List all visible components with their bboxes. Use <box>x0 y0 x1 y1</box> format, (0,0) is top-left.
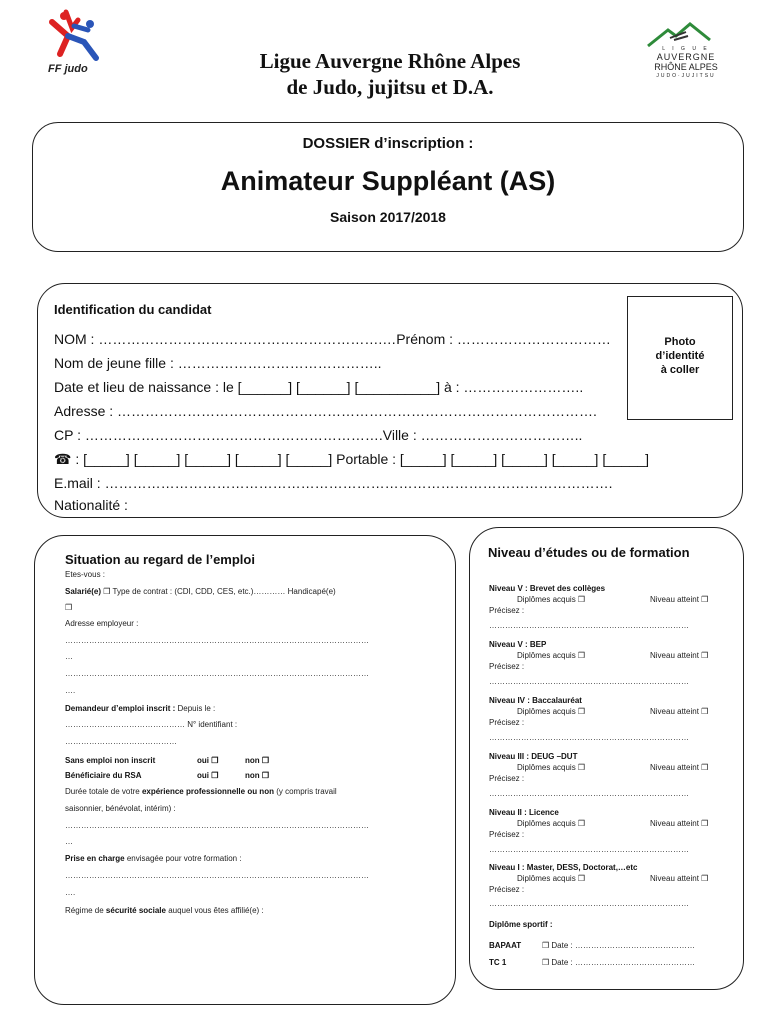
title-line-2: de Judo, jujitsu et D.A. <box>286 75 494 99</box>
niveau-atteint-checkbox[interactable]: Niveau atteint ❒ <box>650 763 709 772</box>
rsa-non-checkbox[interactable]: non ❒ <box>245 771 270 780</box>
employer-address-line-4[interactable]: …. <box>65 686 76 695</box>
employment-heading: Situation au regard de l’emploi <box>65 552 255 567</box>
ara-logo-line-1: L I G U E <box>662 46 710 52</box>
diplomes-acquis-checkbox[interactable]: Diplômes acquis ❒ <box>517 819 586 828</box>
rsa-label: Bénéficiaire du RSA <box>65 771 142 780</box>
identification-section <box>37 283 743 518</box>
duree-answer-line[interactable]: …………………………………………………………………………………………………… <box>65 821 369 830</box>
bapaat-label: BAPAAT <box>489 941 522 950</box>
level-title: Niveau V : Brevet des collèges <box>489 584 606 593</box>
telephone-field[interactable]: ☎ : [_____] [_____] [_____] [_____] [_____] Portable : [_____] [_____] [_____] [_____] [_____] <box>54 451 650 467</box>
level-title: Niveau II : Licence <box>489 808 559 817</box>
diplomes-acquis-checkbox[interactable]: Diplômes acquis ❒ <box>517 651 586 660</box>
identification-heading: Identification du candidat <box>54 302 212 317</box>
precisez-label: Précisez : <box>489 718 525 727</box>
bapaat-date-field[interactable]: ❒ Date : ……………………………………… <box>542 941 695 950</box>
precisez-label: Précisez : <box>489 662 525 671</box>
regime-line[interactable] <box>65 906 264 915</box>
employer-address-line-2[interactable]: … <box>65 652 73 661</box>
cp-ville-field[interactable]: CP : ……………………………………………………….Ville : …………………………….. <box>54 427 583 443</box>
niveau-atteint-checkbox[interactable]: Niveau atteint ❒ <box>650 707 709 716</box>
etes-vous-label: Etes-vous : <box>65 570 106 579</box>
niveau-atteint-checkbox[interactable]: Niveau atteint ❒ <box>650 595 709 604</box>
identifiant-line[interactable]: ……………………………………… N° identifiant : <box>65 720 238 729</box>
precisez-line[interactable]: ………………………………………………………………… <box>489 733 689 742</box>
niveau-atteint-checkbox[interactable]: Niveau atteint ❒ <box>650 874 709 883</box>
identifiant-dots[interactable]: …………………………………… <box>65 737 177 746</box>
photo-line-1: Photo <box>664 336 696 348</box>
tc1-label: TC 1 <box>489 958 507 967</box>
email-field[interactable]: E.mail : ………………………………………………………………………………………………. <box>54 475 613 491</box>
dossier-label: DOSSIER d’inscription : <box>302 135 474 152</box>
precisez-line[interactable]: ………………………………………………………………… <box>489 621 689 630</box>
employer-address-line-1[interactable]: …………………………………………………………………………………………………… <box>65 636 369 645</box>
regime-text-1: Régime de <box>65 906 106 915</box>
etudes-section <box>469 527 744 990</box>
employment-section <box>34 535 456 1005</box>
duree-line <box>65 787 337 796</box>
dossier-title: Animateur Suppléant (AS) <box>220 166 556 196</box>
ffjudo-logo-text: FF judo <box>48 63 88 75</box>
ligue-logo <box>640 22 730 84</box>
prise-en-charge-label: Prise en charge <box>65 854 125 863</box>
sans-emploi-row <box>65 756 270 765</box>
niveau-atteint-checkbox[interactable]: Niveau atteint ❒ <box>650 819 709 828</box>
duree-line-2: saisonnier, bénévolat, intérim) : <box>65 804 176 813</box>
precisez-line[interactable]: ………………………………………………………………… <box>489 789 689 798</box>
diplomes-acquis-checkbox[interactable]: Diplômes acquis ❒ <box>517 763 586 772</box>
precisez-label: Précisez : <box>489 774 525 783</box>
level-title: Niveau I : Master, DESS, Doctorat,…etc <box>489 863 638 872</box>
ffjudo-logo <box>38 8 108 80</box>
regime-bold: sécurité sociale <box>105 906 166 915</box>
mountain-icon <box>640 22 730 48</box>
photo-line-3: à coller <box>660 364 700 376</box>
diplome-sportif-label: Diplôme sportif : <box>489 920 553 929</box>
precisez-line[interactable]: ………………………………………………………………… <box>489 845 689 854</box>
sans-emploi-label: Sans emploi non inscrit <box>65 756 156 765</box>
prise-answer-line-2[interactable]: …. <box>65 888 76 897</box>
salarie-rest: ❒ Type de contrat : (CDI, CDD, CES, etc.)………… Handicapé(e) <box>101 587 336 596</box>
title-line-1: Ligue Auvergne Rhône Alpes <box>259 49 521 73</box>
handicape-checkbox[interactable]: ❒ <box>65 603 73 612</box>
employer-address-line-3[interactable]: …………………………………………………………………………………………………… <box>65 669 369 678</box>
demandeur-label: Demandeur d’emploi inscrit : <box>65 704 176 713</box>
demandeur-rest: Depuis le : <box>175 704 216 713</box>
sans-emploi-non-checkbox[interactable]: non ❒ <box>245 756 270 765</box>
tc1-date-field[interactable]: ❒ Date : ……………………………………… <box>542 958 695 967</box>
level-title: Niveau III : DEUG –DUT <box>489 752 578 761</box>
photo-box <box>627 296 733 420</box>
precisez-line[interactable]: ………………………………………………………………… <box>489 899 689 908</box>
photo-line-2: d’identité <box>655 350 705 362</box>
ara-logo-line-4: JUDO·JUJITSU <box>656 73 716 79</box>
ara-logo-line-2: AUVERGNE <box>656 52 716 62</box>
diplomes-acquis-checkbox[interactable]: Diplômes acquis ❒ <box>517 707 586 716</box>
precisez-label: Précisez : <box>489 830 525 839</box>
duree-text-2: (y compris travail <box>273 787 337 796</box>
rsa-row <box>65 771 270 780</box>
demandeur-line[interactable] <box>65 704 215 713</box>
diplomes-acquis-checkbox[interactable]: Diplômes acquis ❒ <box>517 874 586 883</box>
rsa-oui-checkbox[interactable]: oui ❒ <box>197 771 219 780</box>
adresse-field[interactable]: Adresse : …………………………………………………………………………………………. <box>54 403 597 419</box>
prise-en-charge-rest: envisagée pour votre formation : <box>124 854 242 863</box>
precisez-label: Précisez : <box>489 885 525 894</box>
salarie-line[interactable] <box>65 587 336 596</box>
level-title: Niveau IV : Baccalauréat <box>489 696 582 705</box>
duree-bold: expérience professionnelle ou non <box>141 787 274 796</box>
ara-logo-line-3: RHÔNE ALPES <box>654 62 718 72</box>
dossier-season: Saison 2017/2018 <box>330 209 446 225</box>
nationalite-field[interactable]: Nationalité : <box>54 497 128 513</box>
prise-answer-line[interactable]: …………………………………………………………………………………………………… <box>65 871 369 880</box>
duree-text-1: Durée totale de votre <box>65 787 142 796</box>
regime-text-2: auquel vous êtes affilié(e) : <box>165 906 264 915</box>
naissance-field[interactable]: Date et lieu de naissance : le [______] [______] [__________] à : …………………….. <box>54 379 584 395</box>
dossier-box <box>32 122 744 252</box>
page-title <box>160 48 620 100</box>
prise-en-charge-line <box>65 854 242 863</box>
precisez-line[interactable]: ………………………………………………………………… <box>489 677 689 686</box>
etudes-heading: Niveau d’études ou de formation <box>488 545 690 560</box>
diplomes-acquis-checkbox[interactable]: Diplômes acquis ❒ <box>517 595 586 604</box>
niveau-atteint-checkbox[interactable]: Niveau atteint ❒ <box>650 651 709 660</box>
sans-emploi-oui-checkbox[interactable]: oui ❒ <box>197 756 219 765</box>
judoka-icon <box>38 8 108 64</box>
duree-answer-line-2[interactable]: … <box>65 837 73 846</box>
precisez-label: Précisez : <box>489 606 525 615</box>
level-title: Niveau V : BEP <box>489 640 547 649</box>
salarie-label: Salarié(e) <box>65 587 102 596</box>
nom-prenom-field[interactable]: NOM : …………………………………………………….…Prénom : …………………………… <box>54 331 611 347</box>
nom-jeune-fille-field[interactable]: Nom de jeune fille : …………………………………….. <box>54 355 382 371</box>
adresse-employeur-label: Adresse employeur : <box>65 619 139 628</box>
